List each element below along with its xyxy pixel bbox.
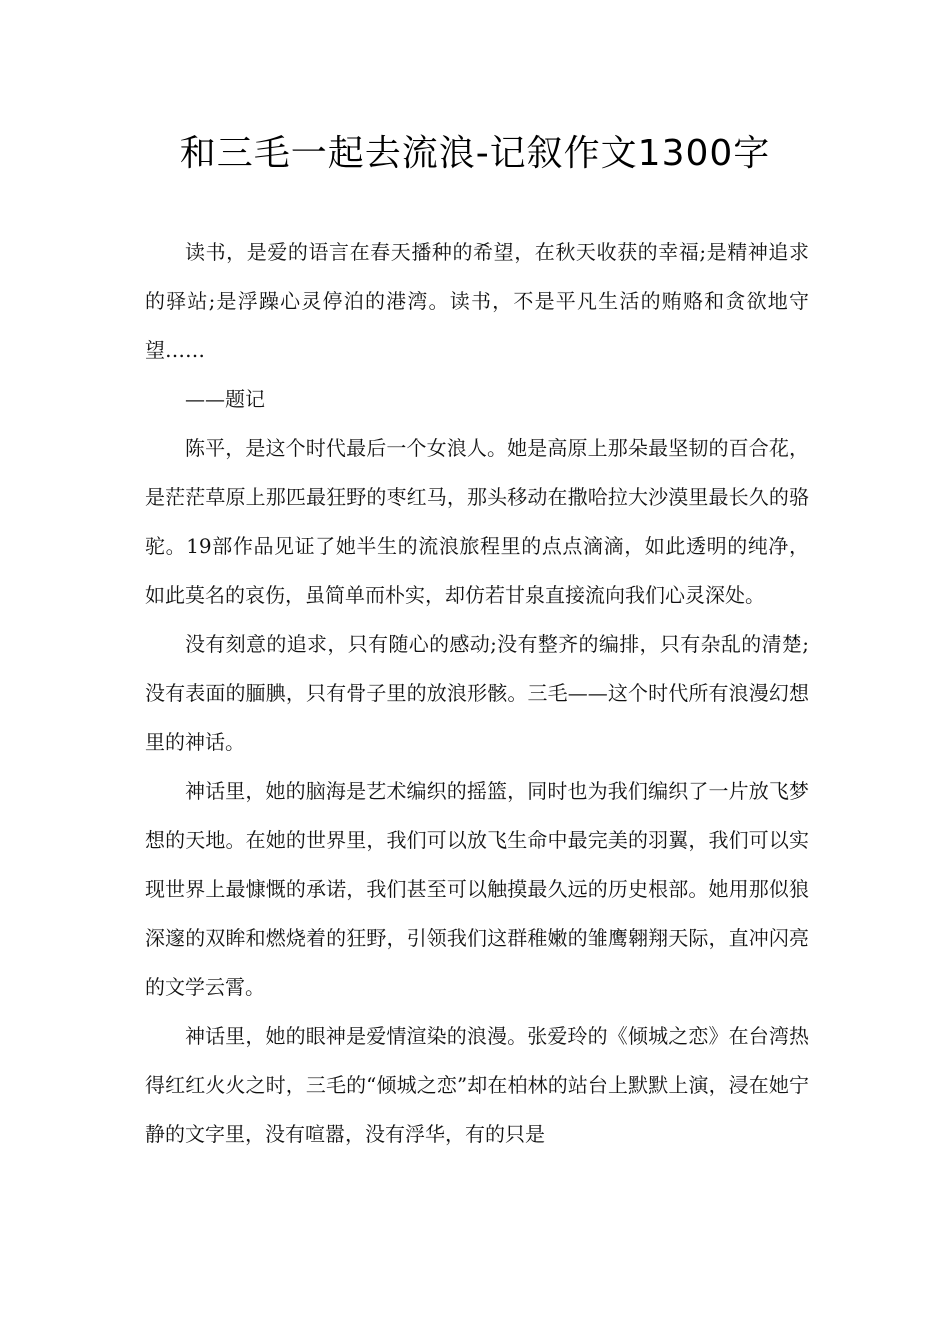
document-body xyxy=(145,228,809,1159)
paragraph-myth-eyes: 神话里，她的眼神是爱情渲染的浪漫。张爱玲的《倾城之恋》在台湾热得红红火火之时，三毛的“倾城之恋”却在柏林的站台上默默上演，浸在她宁静的文字里，没有喧嚣，没有浮华，有的只是 xyxy=(145,1024,809,1146)
paragraph-chenping-intro: 陈平，是这个时代最后一个女浪人。她是高原上那朵最坚韧的百合花，是茫茫草原上那匹最狂野的枣红马，那头移动在撒哈拉大沙漠里最长久的骆驼。19部作品见证了她半生的流浪旅程里的点点滴滴，如此透明的纯净，如此莫名的哀伤，虽简单而朴实，却仿若甘泉直接流向我们心灵深处。 xyxy=(145,436,809,607)
document-title: 和三毛一起去流浪-记叙作文1300字 xyxy=(179,133,771,174)
paragraph-sanmao-myth: 没有刻意的追求，只有随心的感动;没有整齐的编排，只有杂乱的清楚;没有表面的腼腆，只有骨子里的放浪形骸。三毛——这个时代所有浪漫幻想里的神话。 xyxy=(145,632,809,754)
paragraph-epigraph: 读书，是爱的语言在春天播种的希望，在秋天收获的幸福;是精神追求的驿站;是浮躁心灵停泊的港湾。读书，不是平凡生活的贿赂和贪欲地守望…… xyxy=(145,240,809,362)
paragraph-epigraph-signature: ——题记 xyxy=(185,387,265,411)
paragraph-myth-mind: 神话里，她的脑海是艺术编织的摇篮，同时也为我们编织了一片放飞梦想的天地。在她的世界里，我们可以放飞生命中最完美的羽翼，我们可以实现世界上最慷慨的承诺，我们甚至可以触摸最久远的历史根部。她用那似狼深邃的双眸和燃烧着的狂野，引领我们这群稚嫩的雏鹰翱翔天际，直冲闪亮的文学云霄。 xyxy=(145,779,809,999)
